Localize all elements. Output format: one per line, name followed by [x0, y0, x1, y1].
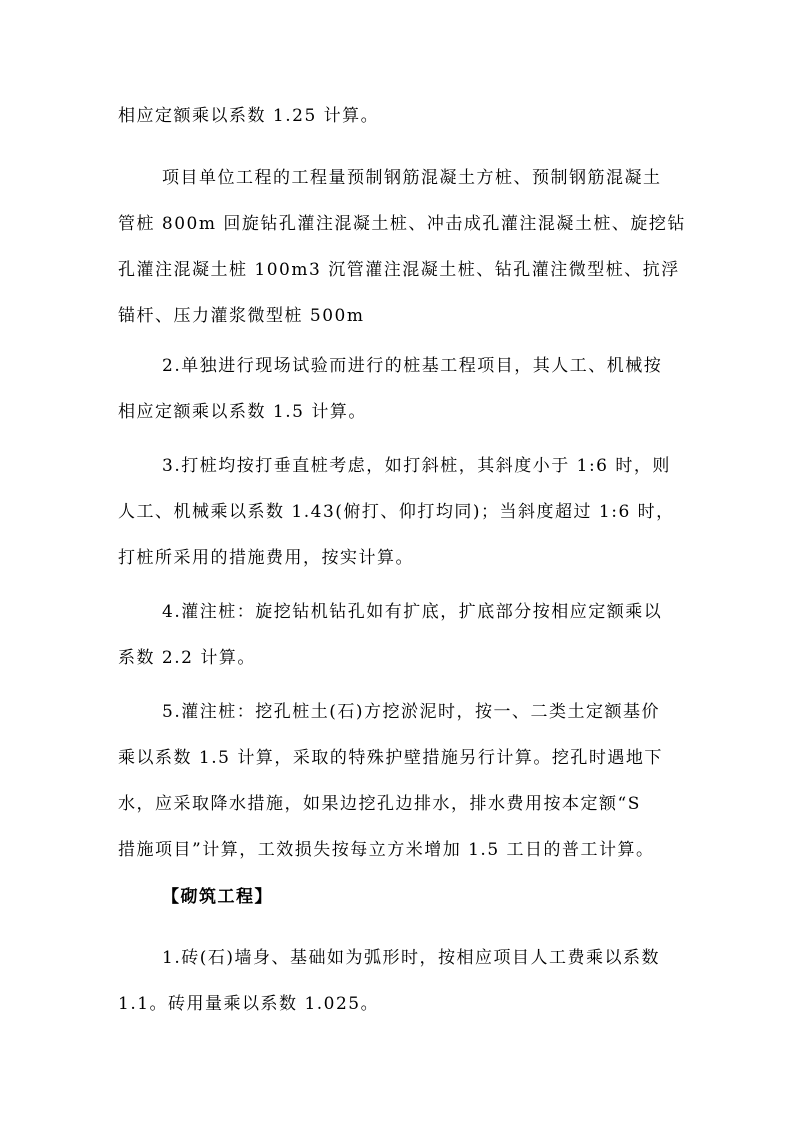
paragraph-masonry-item-1: [118, 935, 678, 1027]
paragraph-item-2: [118, 343, 678, 435]
text-line: 水，应采取降水措施，如果边挖孔边排水，排水费用按本定额“S: [118, 794, 641, 814]
text-line: 相应定额乘以系数 1.25 计算。: [118, 106, 380, 126]
text-line: 乘以系数 1.5 计算，采取的特殊护壁措施另行计算。挖孔时遇地下: [118, 748, 663, 768]
text-line: 3.打桩均按打垂直桩考虑，如打斜桩，其斜度小于 1:6 时，则: [162, 456, 671, 476]
text-line: 1.1。砖用量乘以系数 1.025。: [118, 994, 380, 1014]
text-line: 5.灌注桩：挖孔桩土(石)方挖淤泥时，按一、二类土定额基价: [162, 702, 660, 722]
text-line: 系数 2.2 计算。: [118, 648, 256, 668]
heading-text: 【砌筑工程】: [162, 887, 273, 907]
text-line: 人工、机械乘以系数 1.43(俯打、仰打均同)；当斜度超过 1:6 时，: [118, 502, 675, 522]
section-heading-masonry: [118, 874, 678, 920]
text-line: 1.砖(石)墙身、基础如为弧形时，按相应项目人工费乘以系数: [162, 948, 660, 968]
text-line: 2.单独进行现场试验而进行的桩基工程项目，其人工、机械按: [162, 356, 663, 376]
text-line: 4.灌注桩：旋挖钻机钻孔如有扩底，扩底部分按相应定额乘以: [162, 602, 663, 622]
paragraph-item-3: [118, 443, 678, 581]
text-line: 项目单位工程的工程量预制钢筋混凝土方桩、预制钢筋混凝土: [162, 168, 662, 188]
text-line: 孔灌注混凝土桩 100m3 沉管灌注混凝土桩、钻孔灌注微型桩、抗浮: [118, 260, 680, 280]
paragraph-item-5: [118, 689, 678, 873]
paragraph-coefficient-1-25: [118, 93, 678, 139]
paragraph-pile-types: [118, 155, 686, 339]
text-line: 措施项目”计算，工效损失按每立方米增加 1.5 工日的普工计算。: [118, 840, 655, 860]
text-line: 管桩 800m 回旋钻孔灌注混凝土桩、冲击成孔灌注混凝土桩、旋挖钻: [118, 214, 686, 234]
paragraph-item-4: [118, 589, 678, 681]
text-line: 锚杆、压力灌浆微型桩 500m: [118, 306, 365, 326]
text-line: 相应定额乘以系数 1.5 计算。: [118, 402, 367, 422]
text-line: 打桩所采用的措施费用，按实计算。: [118, 548, 414, 568]
